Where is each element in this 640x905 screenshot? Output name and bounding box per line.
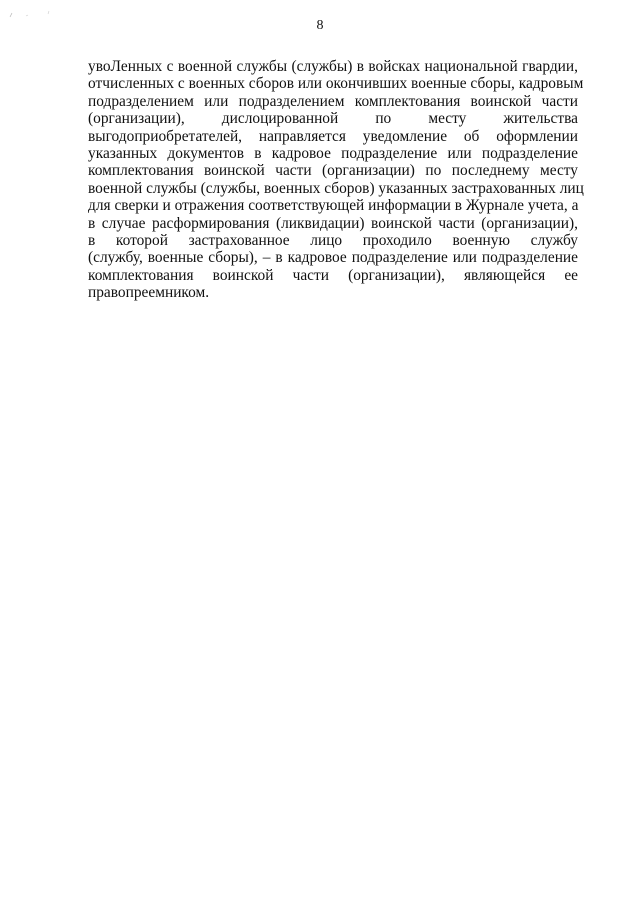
text-line: подразделением или подразделением комплектования воинской части — [88, 92, 578, 110]
text-line: указанных документов в кадровое подразделение или подразделение — [88, 145, 578, 163]
page-number: 8 — [316, 18, 324, 33]
body-paragraph — [88, 58, 584, 302]
text-line: увоЛенных с военной службы (службы) в войсках национальной гвардии, — [88, 58, 578, 75]
text-line: (организации), дислоцированной по месту жительства — [88, 110, 578, 128]
text-line: комплектования воинской части (организации) по последнему месту — [88, 162, 578, 180]
text-line: комплектования воинской части (организации), являющейся ее — [88, 266, 578, 284]
text-line: в которой застрахованное лицо проходило военную службу — [88, 232, 578, 250]
text-line: (службу, военные сборы), – в кадровое подразделение или подразделение — [88, 249, 578, 267]
text-line: военной службы (службы, военных сборов) указанных застрахованных лиц — [88, 179, 584, 197]
text-line: отчисленных с военных сборов или окончивших военные сборы, кадровым — [88, 75, 584, 93]
text-line: в случае расформирования (ликвидации) воинской части (организации), — [88, 214, 578, 232]
text-line: правопреемником. — [88, 284, 210, 302]
text-line: для сверки и отражения соответствующей информации в Журнале учета, а — [88, 197, 579, 215]
text-line: выгодоприобретателей, направляется уведомление об оформлении — [88, 127, 578, 145]
